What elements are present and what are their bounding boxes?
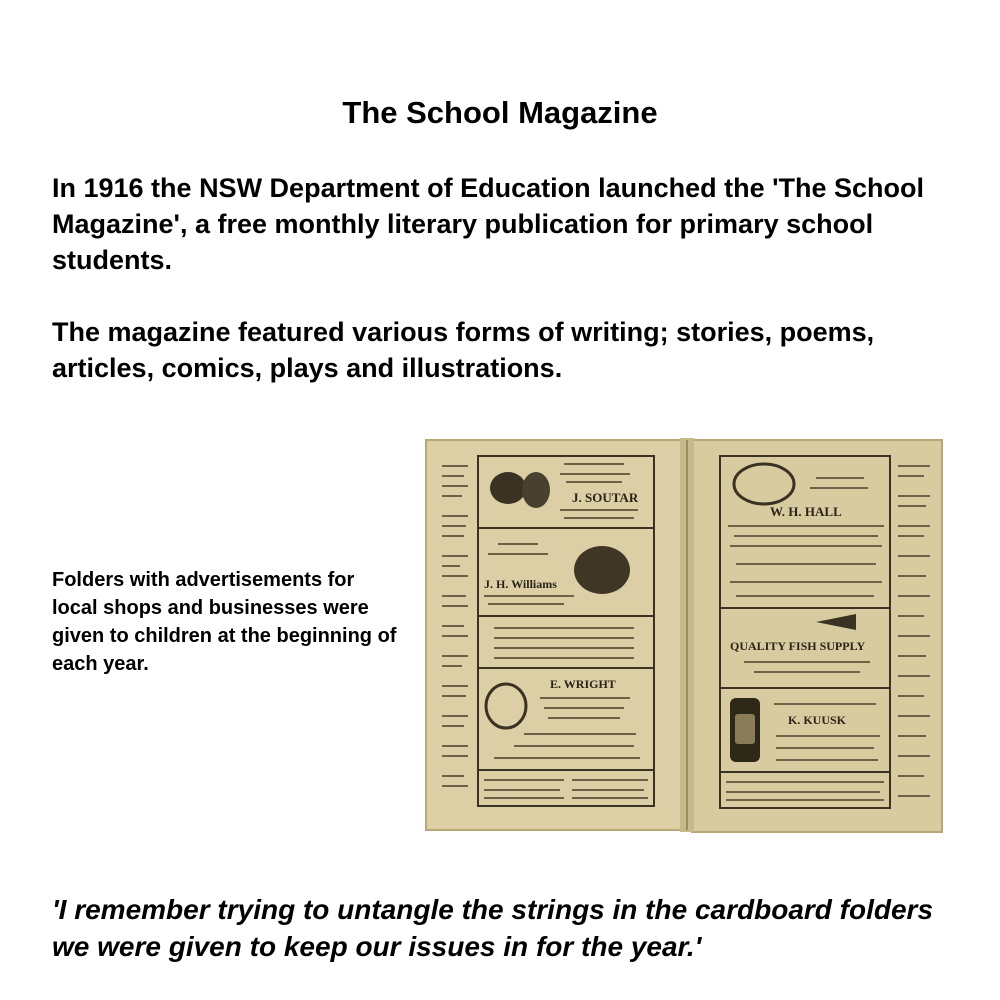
svg-text:QUALITY FISH SUPPLY: QUALITY FISH SUPPLY	[730, 639, 866, 653]
intro-paragraph: In 1916 the NSW Department of Education launched the 'The School Magazine', a free monthly literary publication for primary school students.	[52, 173, 925, 275]
content-paragraph: The magazine featured various forms of writing; stories, poems, articles, comics, plays and illustrations.	[52, 317, 875, 383]
svg-text:K. KUUSK: K. KUUSK	[788, 713, 847, 727]
folder-photo	[424, 436, 946, 834]
svg-text:J. H. Williams: J. H. Williams	[484, 577, 557, 591]
svg-text:W. H. HALL: W. H. HALL	[770, 504, 842, 519]
folder-caption: Folders with advertisements for local shops and businesses were given to children at the beginning of each year.	[52, 569, 397, 675]
quote-text: 'I remember trying to untangle the strings in the cardboard folders we were given to keep our issues in for the year.'	[52, 894, 934, 962]
svg-text:E. WRIGHT: E. WRIGHT	[550, 677, 616, 691]
svg-text:J. SOUTAR: J. SOUTAR	[572, 490, 639, 505]
page-title: The School Magazine	[342, 95, 658, 130]
